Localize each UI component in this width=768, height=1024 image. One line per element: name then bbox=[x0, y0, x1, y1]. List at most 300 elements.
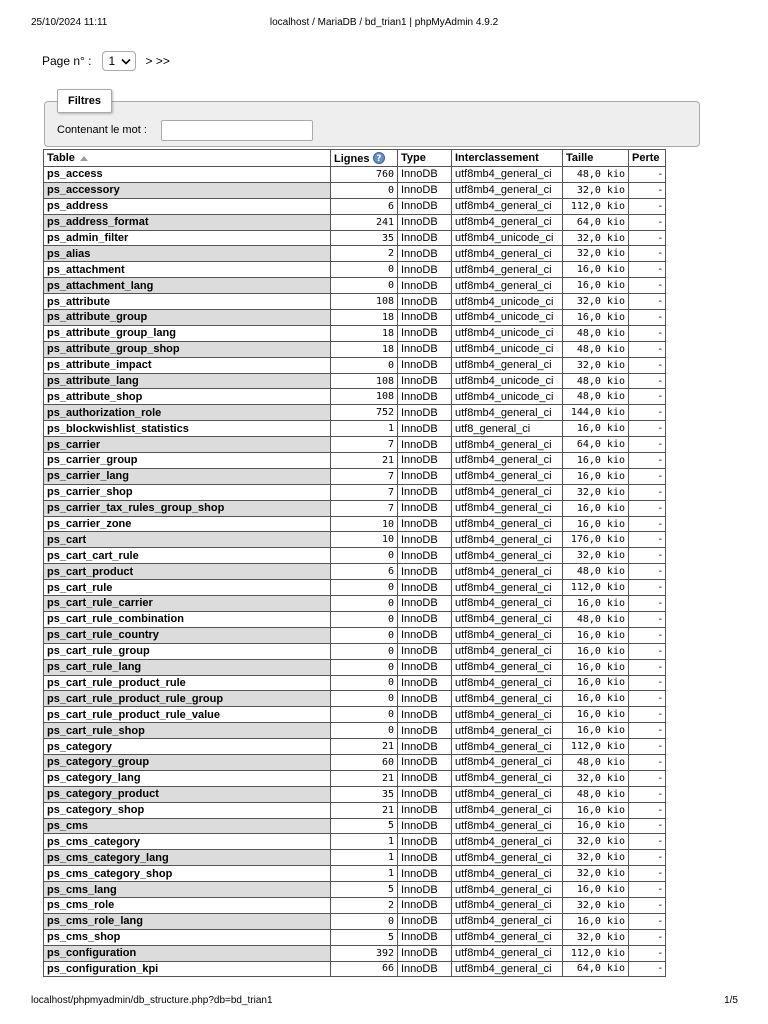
table-name-cell[interactable]: ps_configuration_kpi bbox=[44, 961, 331, 977]
size-cell: 32,0 kio bbox=[563, 246, 629, 262]
size-cell: 32,0 kio bbox=[563, 770, 629, 786]
table-row bbox=[44, 643, 666, 659]
page-navigator bbox=[42, 50, 170, 72]
table-row bbox=[44, 818, 666, 834]
collation-cell: utf8mb4_general_ci bbox=[452, 468, 563, 484]
tables-list bbox=[43, 149, 666, 977]
collation-cell: utf8mb4_general_ci bbox=[452, 754, 563, 770]
size-cell: 32,0 kio bbox=[563, 866, 629, 882]
overhead-cell: - bbox=[629, 580, 666, 596]
table-row bbox=[44, 214, 666, 230]
row-count-cell: 0 bbox=[331, 675, 398, 691]
engine-cell: InnoDB bbox=[398, 453, 452, 469]
row-count-cell: 21 bbox=[331, 770, 398, 786]
table-name-cell[interactable]: ps_admin_filter bbox=[44, 230, 331, 246]
collation-cell: utf8mb4_general_ci bbox=[452, 786, 563, 802]
table-name-cell[interactable]: ps_carrier_tax_rules_group_shop bbox=[44, 500, 331, 516]
table-row bbox=[44, 341, 666, 357]
size-cell: 48,0 kio bbox=[563, 786, 629, 802]
size-cell: 144,0 kio bbox=[563, 405, 629, 421]
engine-cell: InnoDB bbox=[398, 468, 452, 484]
overhead-cell: - bbox=[629, 913, 666, 929]
collation-cell: utf8mb4_general_ci bbox=[452, 882, 563, 898]
table-name-cell[interactable]: ps_accessory bbox=[44, 182, 331, 198]
table-name-cell[interactable]: ps_cms_lang bbox=[44, 882, 331, 898]
table-row bbox=[44, 468, 666, 484]
engine-cell: InnoDB bbox=[398, 707, 452, 723]
size-cell: 48,0 kio bbox=[563, 611, 629, 627]
table-name-cell[interactable]: ps_address_format bbox=[44, 214, 331, 230]
size-cell: 64,0 kio bbox=[563, 961, 629, 977]
table-name-cell[interactable]: ps_cart_rule_carrier bbox=[44, 596, 331, 612]
table-row bbox=[44, 357, 666, 373]
table-row bbox=[44, 230, 666, 246]
engine-cell: InnoDB bbox=[398, 929, 452, 945]
row-count-cell: 752 bbox=[331, 405, 398, 421]
collation-cell: utf8mb4_unicode_ci bbox=[452, 341, 563, 357]
row-count-cell: 2 bbox=[331, 246, 398, 262]
overhead-cell: - bbox=[629, 897, 666, 913]
collation-cell: utf8mb4_general_ci bbox=[452, 850, 563, 866]
row-count-cell: 7 bbox=[331, 437, 398, 453]
table-row bbox=[44, 580, 666, 596]
table-name-cell[interactable]: ps_configuration bbox=[44, 945, 331, 961]
overhead-cell: - bbox=[629, 294, 666, 310]
collation-cell: utf8mb4_general_ci bbox=[452, 739, 563, 755]
size-cell: 176,0 kio bbox=[563, 532, 629, 548]
collation-cell: utf8mb4_general_ci bbox=[452, 437, 563, 453]
table-name-cell[interactable]: ps_category_group bbox=[44, 754, 331, 770]
table-name-cell[interactable]: ps_cms_role_lang bbox=[44, 913, 331, 929]
row-count-cell: 21 bbox=[331, 739, 398, 755]
collation-cell: utf8mb4_general_ci bbox=[452, 627, 563, 643]
print-url: localhost/phpmyadmin/db_structure.php?db=bd_trian1 bbox=[31, 995, 273, 1006]
row-count-cell: 7 bbox=[331, 484, 398, 500]
engine-cell: InnoDB bbox=[398, 882, 452, 898]
collation-cell: utf8mb4_general_ci bbox=[452, 818, 563, 834]
row-count-cell: 35 bbox=[331, 230, 398, 246]
table-row bbox=[44, 421, 666, 437]
table-row bbox=[44, 659, 666, 675]
size-cell: 32,0 kio bbox=[563, 834, 629, 850]
table-row bbox=[44, 484, 666, 500]
engine-cell: InnoDB bbox=[398, 627, 452, 643]
overhead-cell: - bbox=[629, 389, 666, 405]
row-count-cell: 0 bbox=[331, 659, 398, 675]
header-rows[interactable] bbox=[331, 150, 398, 167]
table-name-cell[interactable]: ps_category_lang bbox=[44, 770, 331, 786]
size-cell: 32,0 kio bbox=[563, 897, 629, 913]
table-row bbox=[44, 802, 666, 818]
table-row bbox=[44, 850, 666, 866]
row-count-cell: 108 bbox=[331, 294, 398, 310]
row-count-cell: 1 bbox=[331, 421, 398, 437]
overhead-cell: - bbox=[629, 818, 666, 834]
size-cell: 112,0 kio bbox=[563, 198, 629, 214]
overhead-cell: - bbox=[629, 262, 666, 278]
svg-text:?: ? bbox=[376, 153, 382, 164]
size-cell: 16,0 kio bbox=[563, 818, 629, 834]
size-cell: 16,0 kio bbox=[563, 627, 629, 643]
table-name-cell[interactable]: ps_cart_rule_shop bbox=[44, 723, 331, 739]
engine-cell: InnoDB bbox=[398, 818, 452, 834]
page-label: Page n° : bbox=[42, 54, 92, 68]
filters-panel bbox=[44, 95, 700, 147]
table-name-cell[interactable]: ps_attribute_lang bbox=[44, 373, 331, 389]
overhead-cell: - bbox=[629, 516, 666, 532]
table-name-cell[interactable]: ps_attribute_impact bbox=[44, 357, 331, 373]
row-count-cell: 7 bbox=[331, 500, 398, 516]
table-row bbox=[44, 182, 666, 198]
size-cell: 32,0 kio bbox=[563, 484, 629, 500]
header-overhead[interactable]: Perte bbox=[629, 150, 666, 167]
row-count-cell: 5 bbox=[331, 818, 398, 834]
size-cell: 16,0 kio bbox=[563, 707, 629, 723]
engine-cell: InnoDB bbox=[398, 421, 452, 437]
table-name-cell[interactable]: ps_cart_rule bbox=[44, 580, 331, 596]
row-count-cell: 18 bbox=[331, 310, 398, 326]
engine-cell: InnoDB bbox=[398, 230, 452, 246]
table-name-cell[interactable]: ps_cart_rule_country bbox=[44, 627, 331, 643]
row-count-cell: 21 bbox=[331, 453, 398, 469]
header-size[interactable]: Taille bbox=[563, 150, 629, 167]
collation-cell: utf8mb4_general_ci bbox=[452, 866, 563, 882]
table-name-cell[interactable]: ps_cart_rule_product_rule_group bbox=[44, 691, 331, 707]
filter-label: Contenant le mot : bbox=[57, 124, 147, 136]
overhead-cell: - bbox=[629, 246, 666, 262]
engine-cell: InnoDB bbox=[398, 278, 452, 294]
table-name-cell[interactable]: ps_attribute_shop bbox=[44, 389, 331, 405]
table-row bbox=[44, 913, 666, 929]
table-row bbox=[44, 500, 666, 516]
engine-cell: InnoDB bbox=[398, 325, 452, 341]
overhead-cell: - bbox=[629, 198, 666, 214]
overhead-cell: - bbox=[629, 405, 666, 421]
table-row bbox=[44, 246, 666, 262]
collation-cell: utf8mb4_general_ci bbox=[452, 182, 563, 198]
collation-cell: utf8mb4_unicode_ci bbox=[452, 294, 563, 310]
table-row bbox=[44, 611, 666, 627]
engine-cell: InnoDB bbox=[398, 945, 452, 961]
overhead-cell: - bbox=[629, 754, 666, 770]
table-name-cell[interactable]: ps_cart_rule_combination bbox=[44, 611, 331, 627]
collation-cell: utf8mb4_general_ci bbox=[452, 580, 563, 596]
engine-cell: InnoDB bbox=[398, 834, 452, 850]
collation-cell: utf8mb4_general_ci bbox=[452, 643, 563, 659]
table-name-cell[interactable]: ps_address bbox=[44, 198, 331, 214]
engine-cell: InnoDB bbox=[398, 802, 452, 818]
table-name-cell[interactable]: ps_category bbox=[44, 739, 331, 755]
row-count-cell: 392 bbox=[331, 945, 398, 961]
overhead-cell: - bbox=[629, 214, 666, 230]
table-name-cell[interactable]: ps_cart_rule_group bbox=[44, 643, 331, 659]
row-count-cell: 1 bbox=[331, 866, 398, 882]
table-name-cell[interactable]: ps_attachment bbox=[44, 262, 331, 278]
table-name-cell[interactable]: ps_cms_shop bbox=[44, 929, 331, 945]
overhead-cell: - bbox=[629, 945, 666, 961]
engine-cell: InnoDB bbox=[398, 262, 452, 278]
table-name-cell[interactable]: ps_cart_product bbox=[44, 564, 331, 580]
overhead-cell: - bbox=[629, 643, 666, 659]
table-row bbox=[44, 945, 666, 961]
overhead-cell: - bbox=[629, 739, 666, 755]
collation-cell: utf8mb4_general_ci bbox=[452, 167, 563, 183]
table-row bbox=[44, 754, 666, 770]
table-name-cell[interactable]: ps_attribute_group_shop bbox=[44, 341, 331, 357]
filter-input[interactable] bbox=[161, 120, 313, 141]
table-row bbox=[44, 373, 666, 389]
collation-cell: utf8mb4_general_ci bbox=[452, 516, 563, 532]
overhead-cell: - bbox=[629, 723, 666, 739]
size-cell: 16,0 kio bbox=[563, 421, 629, 437]
print-header bbox=[0, 17, 768, 31]
table-name-cell[interactable]: ps_blockwishlist_statistics bbox=[44, 421, 331, 437]
table-header-row bbox=[44, 150, 666, 167]
size-cell: 16,0 kio bbox=[563, 913, 629, 929]
table-name-cell[interactable]: ps_cart_cart_rule bbox=[44, 548, 331, 564]
size-cell: 64,0 kio bbox=[563, 437, 629, 453]
table-row bbox=[44, 437, 666, 453]
table-row bbox=[44, 294, 666, 310]
table-row bbox=[44, 961, 666, 977]
collation-cell: utf8mb4_general_ci bbox=[452, 246, 563, 262]
size-cell: 16,0 kio bbox=[563, 278, 629, 294]
overhead-cell: - bbox=[629, 325, 666, 341]
table-name-cell[interactable]: ps_carrier_zone bbox=[44, 516, 331, 532]
overhead-cell: - bbox=[629, 310, 666, 326]
collation-cell: utf8mb4_general_ci bbox=[452, 834, 563, 850]
table-row bbox=[44, 882, 666, 898]
row-count-cell: 18 bbox=[331, 341, 398, 357]
table-name-cell[interactable]: ps_cms_role bbox=[44, 897, 331, 913]
engine-cell: InnoDB bbox=[398, 246, 452, 262]
table-name-cell[interactable]: ps_attribute_group bbox=[44, 310, 331, 326]
collation-cell: utf8mb4_general_ci bbox=[452, 929, 563, 945]
overhead-cell: - bbox=[629, 373, 666, 389]
size-cell: 32,0 kio bbox=[563, 850, 629, 866]
row-count-cell: 0 bbox=[331, 278, 398, 294]
row-count-cell: 108 bbox=[331, 389, 398, 405]
size-cell: 48,0 kio bbox=[563, 167, 629, 183]
collation-cell: utf8_general_ci bbox=[452, 421, 563, 437]
table-row bbox=[44, 691, 666, 707]
overhead-cell: - bbox=[629, 627, 666, 643]
table-name-cell[interactable]: ps_cms bbox=[44, 818, 331, 834]
row-count-cell: 0 bbox=[331, 691, 398, 707]
table-name-cell[interactable]: ps_access bbox=[44, 167, 331, 183]
table-row bbox=[44, 770, 666, 786]
table-name-cell[interactable]: ps_attachment_lang bbox=[44, 278, 331, 294]
row-count-cell: 1 bbox=[331, 850, 398, 866]
collation-cell: utf8mb4_unicode_ci bbox=[452, 389, 563, 405]
table-name-cell[interactable]: ps_attribute_group_lang bbox=[44, 325, 331, 341]
print-title: localhost / MariaDB / bd_trian1 | phpMyAdmin 4.9.2 bbox=[269, 17, 499, 28]
collation-cell: utf8mb4_unicode_ci bbox=[452, 230, 563, 246]
overhead-cell: - bbox=[629, 961, 666, 977]
size-cell: 112,0 kio bbox=[563, 945, 629, 961]
overhead-cell: - bbox=[629, 929, 666, 945]
engine-cell: InnoDB bbox=[398, 548, 452, 564]
size-cell: 16,0 kio bbox=[563, 596, 629, 612]
overhead-cell: - bbox=[629, 850, 666, 866]
overhead-cell: - bbox=[629, 230, 666, 246]
row-count-cell: 18 bbox=[331, 325, 398, 341]
collation-cell: utf8mb4_general_ci bbox=[452, 961, 563, 977]
table-row bbox=[44, 866, 666, 882]
row-count-cell: 60 bbox=[331, 754, 398, 770]
page-select[interactable] bbox=[102, 51, 136, 71]
collation-cell: utf8mb4_general_ci bbox=[452, 262, 563, 278]
engine-cell: InnoDB bbox=[398, 294, 452, 310]
table-name-cell[interactable]: ps_cms_category_shop bbox=[44, 866, 331, 882]
table-name-cell[interactable]: ps_cms_category bbox=[44, 834, 331, 850]
size-cell: 32,0 kio bbox=[563, 357, 629, 373]
table-row bbox=[44, 596, 666, 612]
collation-cell: utf8mb4_general_ci bbox=[452, 945, 563, 961]
size-cell: 16,0 kio bbox=[563, 468, 629, 484]
overhead-cell: - bbox=[629, 659, 666, 675]
size-cell: 16,0 kio bbox=[563, 723, 629, 739]
row-count-cell: 0 bbox=[331, 723, 398, 739]
table-row bbox=[44, 167, 666, 183]
page-select-value: 1 bbox=[108, 54, 116, 68]
row-count-cell: 1 bbox=[331, 834, 398, 850]
collation-cell: utf8mb4_unicode_ci bbox=[452, 310, 563, 326]
row-count-cell: 10 bbox=[331, 516, 398, 532]
size-cell: 16,0 kio bbox=[563, 310, 629, 326]
overhead-cell: - bbox=[629, 596, 666, 612]
table-row bbox=[44, 564, 666, 580]
table-name-cell[interactable]: ps_alias bbox=[44, 246, 331, 262]
overhead-cell: - bbox=[629, 500, 666, 516]
overhead-cell: - bbox=[629, 484, 666, 500]
row-count-cell: 241 bbox=[331, 214, 398, 230]
print-datetime: 25/10/2024 11:11 bbox=[31, 17, 108, 28]
header-table[interactable] bbox=[44, 150, 331, 167]
table-row bbox=[44, 897, 666, 913]
table-name-cell[interactable]: ps_cms_category_lang bbox=[44, 850, 331, 866]
row-count-cell: 0 bbox=[331, 548, 398, 564]
overhead-cell: - bbox=[629, 278, 666, 294]
size-cell: 64,0 kio bbox=[563, 214, 629, 230]
sort-asc-icon bbox=[80, 155, 88, 161]
row-count-cell: 5 bbox=[331, 929, 398, 945]
table-row bbox=[44, 627, 666, 643]
table-name-cell[interactable]: ps_carrier_lang bbox=[44, 468, 331, 484]
table-row bbox=[44, 262, 666, 278]
header-rows-label: Lignes bbox=[334, 152, 370, 165]
engine-cell: InnoDB bbox=[398, 532, 452, 548]
table-name-cell[interactable]: ps_authorization_role bbox=[44, 405, 331, 421]
engine-cell: InnoDB bbox=[398, 500, 452, 516]
engine-cell: InnoDB bbox=[398, 405, 452, 421]
engine-cell: InnoDB bbox=[398, 754, 452, 770]
collation-cell: utf8mb4_general_ci bbox=[452, 357, 563, 373]
row-count-cell: 2 bbox=[331, 897, 398, 913]
engine-cell: InnoDB bbox=[398, 214, 452, 230]
size-cell: 32,0 kio bbox=[563, 182, 629, 198]
table-name-cell[interactable]: ps_attribute bbox=[44, 294, 331, 310]
table-row bbox=[44, 723, 666, 739]
header-type[interactable]: Type bbox=[398, 150, 452, 167]
table-name-cell[interactable]: ps_cart_rule_product_rule bbox=[44, 675, 331, 691]
row-count-cell: 0 bbox=[331, 182, 398, 198]
overhead-cell: - bbox=[629, 341, 666, 357]
overhead-cell: - bbox=[629, 468, 666, 484]
table-row bbox=[44, 278, 666, 294]
table-name-cell[interactable]: ps_carrier_shop bbox=[44, 484, 331, 500]
help-icon[interactable] bbox=[373, 152, 385, 164]
header-table-label: Table bbox=[47, 152, 75, 164]
overhead-cell: - bbox=[629, 707, 666, 723]
table-name-cell[interactable]: ps_category_product bbox=[44, 786, 331, 802]
overhead-cell: - bbox=[629, 182, 666, 198]
table-name-cell[interactable]: ps_cart_rule_lang bbox=[44, 659, 331, 675]
collation-cell: utf8mb4_general_ci bbox=[452, 548, 563, 564]
overhead-cell: - bbox=[629, 675, 666, 691]
size-cell: 32,0 kio bbox=[563, 230, 629, 246]
table-name-cell[interactable]: ps_cart bbox=[44, 532, 331, 548]
engine-cell: InnoDB bbox=[398, 564, 452, 580]
table-name-cell[interactable]: ps_carrier bbox=[44, 437, 331, 453]
table-row bbox=[44, 675, 666, 691]
engine-cell: InnoDB bbox=[398, 516, 452, 532]
overhead-cell: - bbox=[629, 437, 666, 453]
table-row bbox=[44, 929, 666, 945]
size-cell: 48,0 kio bbox=[563, 341, 629, 357]
row-count-cell: 0 bbox=[331, 643, 398, 659]
print-page-number: 1/5 bbox=[724, 995, 738, 1006]
collation-cell: utf8mb4_general_ci bbox=[452, 278, 563, 294]
table-row bbox=[44, 198, 666, 214]
engine-cell: InnoDB bbox=[398, 182, 452, 198]
collation-cell: utf8mb4_general_ci bbox=[452, 564, 563, 580]
row-count-cell: 0 bbox=[331, 596, 398, 612]
size-cell: 16,0 kio bbox=[563, 516, 629, 532]
row-count-cell: 66 bbox=[331, 961, 398, 977]
collation-cell: utf8mb4_general_ci bbox=[452, 659, 563, 675]
table-name-cell[interactable]: ps_carrier_group bbox=[44, 453, 331, 469]
collation-cell: utf8mb4_general_ci bbox=[452, 532, 563, 548]
row-count-cell: 6 bbox=[331, 198, 398, 214]
collation-cell: utf8mb4_general_ci bbox=[452, 500, 563, 516]
table-name-cell[interactable]: ps_cart_rule_product_rule_value bbox=[44, 707, 331, 723]
engine-cell: InnoDB bbox=[398, 611, 452, 627]
engine-cell: InnoDB bbox=[398, 596, 452, 612]
collation-cell: utf8mb4_general_ci bbox=[452, 214, 563, 230]
size-cell: 48,0 kio bbox=[563, 564, 629, 580]
collation-cell: utf8mb4_unicode_ci bbox=[452, 325, 563, 341]
table-row bbox=[44, 453, 666, 469]
overhead-cell: - bbox=[629, 564, 666, 580]
collation-cell: utf8mb4_general_ci bbox=[452, 405, 563, 421]
table-name-cell[interactable]: ps_category_shop bbox=[44, 802, 331, 818]
engine-cell: InnoDB bbox=[398, 580, 452, 596]
table-row bbox=[44, 548, 666, 564]
engine-cell: InnoDB bbox=[398, 770, 452, 786]
overhead-cell: - bbox=[629, 770, 666, 786]
size-cell: 48,0 kio bbox=[563, 389, 629, 405]
size-cell: 16,0 kio bbox=[563, 691, 629, 707]
size-cell: 32,0 kio bbox=[563, 929, 629, 945]
table-row bbox=[44, 834, 666, 850]
row-count-cell: 0 bbox=[331, 580, 398, 596]
overhead-cell: - bbox=[629, 548, 666, 564]
header-collation[interactable]: Interclassement bbox=[452, 150, 563, 167]
overhead-cell: - bbox=[629, 167, 666, 183]
next-pages-link[interactable]: > >> bbox=[145, 54, 170, 68]
engine-cell: InnoDB bbox=[398, 484, 452, 500]
